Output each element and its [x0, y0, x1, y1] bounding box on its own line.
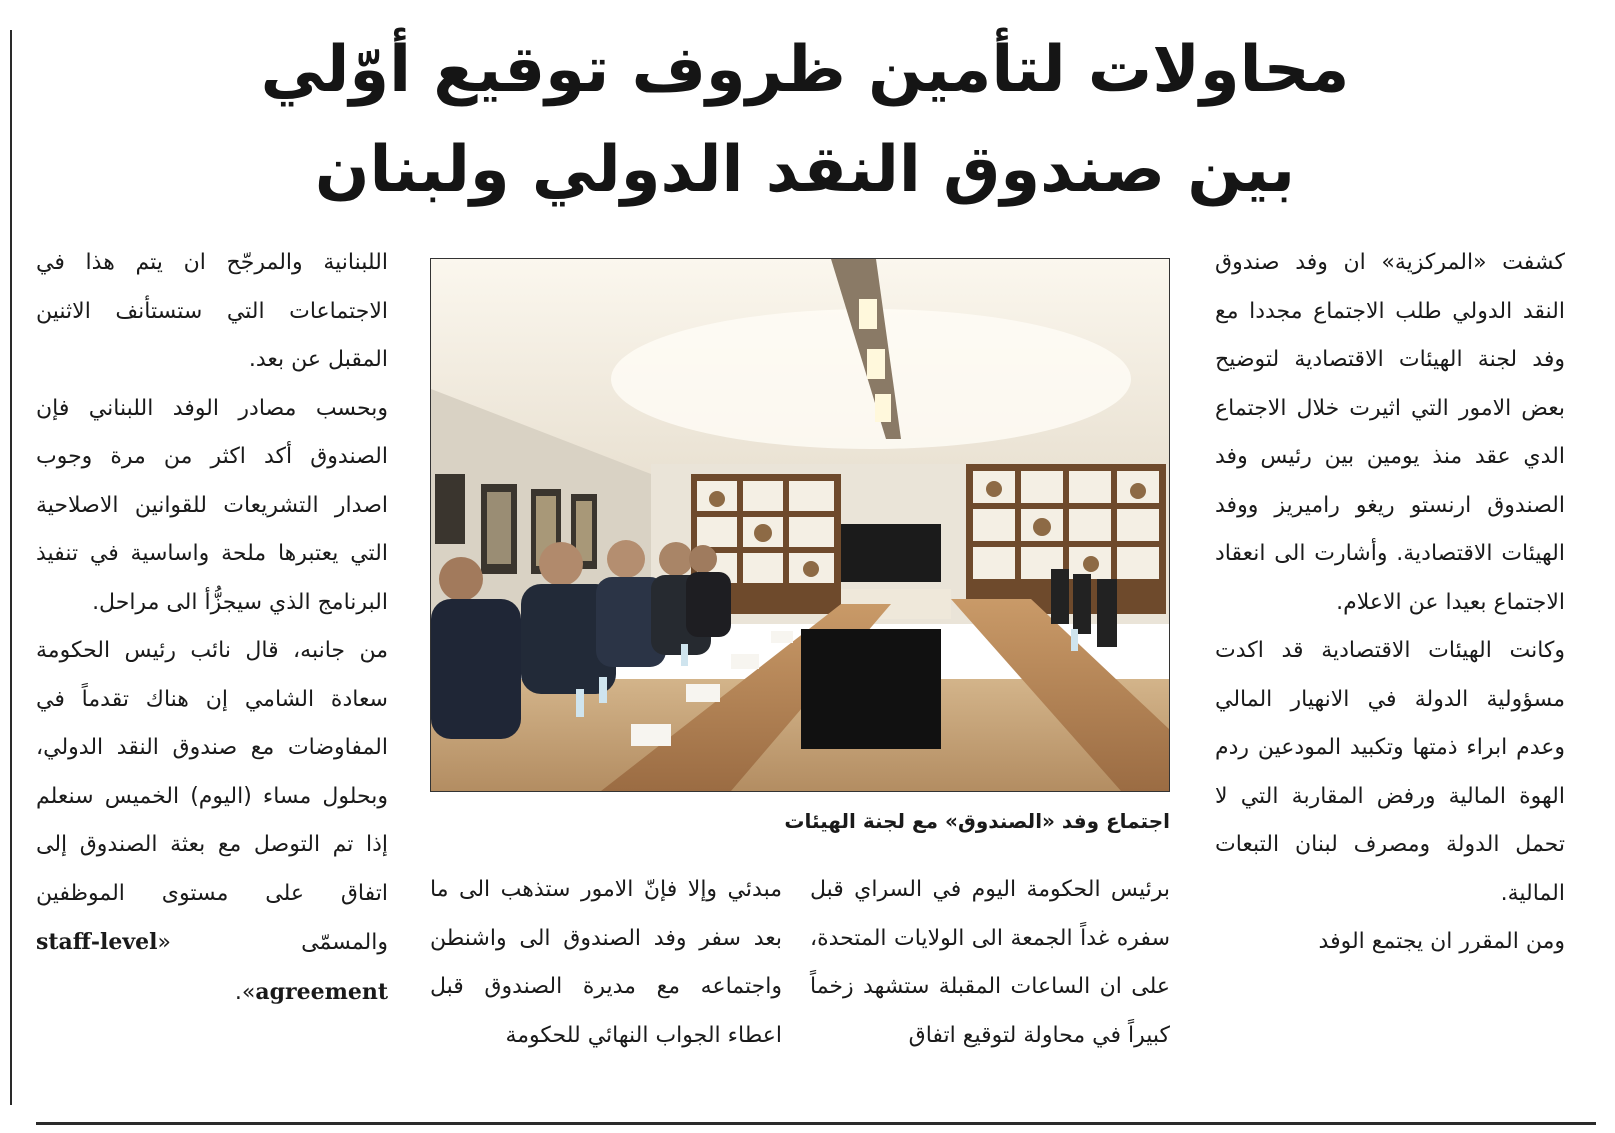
latin-term: staff-level agreement — [36, 929, 388, 1005]
article-column-left — [36, 239, 388, 1109]
article-headline — [120, 20, 1490, 220]
article-column-middle-left — [430, 866, 782, 1111]
left-margin-rule — [10, 30, 12, 1105]
paragraph: وكانت الهيئات الاقتصادية قد اكدت مسؤولية الدولة في الانهيار المالي وعدم ابراء ذمتها وتكبيد المودعين ردم الهوة المالية ورفض المقاربة التي لا تحمل الدولة ومصرف لبنان التبعات المالية. — [1215, 638, 1565, 906]
headline-line-2: بين صندوق النقد الدولي ولبنان — [314, 133, 1296, 207]
meeting-photo — [430, 258, 1170, 792]
paragraph — [36, 627, 388, 1017]
paragraph: كشفت «المركزية» ان وفد صندوق النقد الدولي طلب الاجتماع مجددا مع وفد لجنة الهيئات الاقتصادية لتوضيح بعض الامور التي اثيرت خلال الاجتماع الدي عقد منذ يومين بين رئيس وفد الصندوق ارنستو ريغو راميريز ووفد الهيئات الاقتصادية. وأشارت الى انعقاد الاجتماع بعيدا عن الاعلام. — [1215, 250, 1565, 615]
paragraph: اللبنانية والمرجّح ان يتم هذا في الاجتماعات التي ستستأنف الاثنين المقبل عن بعد. — [36, 250, 388, 372]
paragraph: مبدئي وإلا فإنّ الامور ستذهب الى ما بعد سفر وفد الصندوق الى واشنطن واجتماعه مع مديرة الصندوق قبل اعطاء الجواب النهائي للحكومة — [430, 877, 782, 1048]
bottom-rule — [36, 1122, 1596, 1125]
paragraph-text: من جانبه، قال نائب رئيس الحكومة سعادة الشامي إن هناك تقدماً في المفاوضات مع صندوق النقد الدولي، وبحلول مساء (اليوم) الخميس سنعلم إذا تم التوصل مع بعثة الصندوق إلى اتفاق على مستوى الموظفين والمسمّى « — [36, 638, 388, 955]
photo-caption: اجتماع وفد «الصندوق» مع لجنة الهيئات — [784, 809, 1170, 833]
paragraph: برئيس الحكومة اليوم في السراي قبل سفره غداً الجمعة الى الولايات المتحدة، على ان الساعات المقبلة ستشهد زخماً كبيراً في محاولة لتوقيع اتفاق — [810, 877, 1170, 1048]
paragraph: ومن المقرر ان يجتمع الوفد — [1318, 929, 1565, 954]
paragraph-tail: ». — [234, 979, 256, 1005]
paragraph: وبحسب مصادر الوفد اللبناني فإن الصندوق أكد اكثر من مرة وجوب اصدار التشريعات للقوانين الاصلاحية التي يعتبرها ملحة واساسية في تنفيذ البرنامج الذي سيجزُّأ الى مراحل. — [36, 395, 388, 615]
conference-room-illustration — [431, 259, 1169, 791]
headline-line-1: محاولات لتأمين ظروف توقيع أوّلي — [260, 33, 1350, 107]
article-column-right — [1215, 239, 1565, 1109]
article-column-middle-right — [810, 866, 1170, 1111]
